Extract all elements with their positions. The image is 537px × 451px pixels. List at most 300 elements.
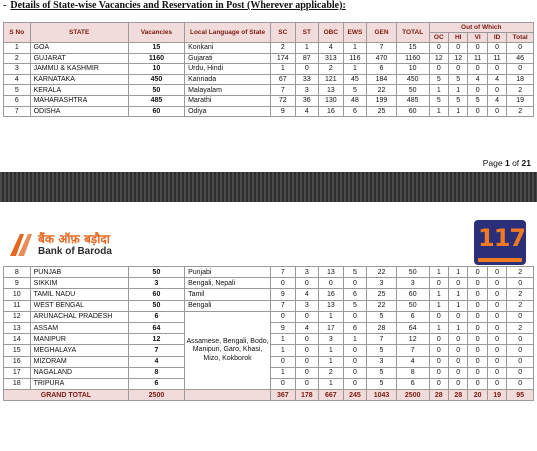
cell-ews: 45 xyxy=(343,74,367,85)
cell-state: GOA xyxy=(30,43,128,54)
grand-total-oc: 28 xyxy=(429,390,448,401)
cell-hi: 0 xyxy=(448,43,467,54)
cell-sub-total: 0 xyxy=(507,334,534,345)
cell-hi: 0 xyxy=(449,278,468,289)
anniversary-number: 117 xyxy=(478,224,526,252)
cell-state: TAMIL NADU xyxy=(30,289,128,300)
cell-vacancies: 6 xyxy=(128,311,184,322)
cell-vi: 11 xyxy=(468,53,487,64)
cell-id: 4 xyxy=(487,74,506,85)
cell-language: Gujarati xyxy=(185,53,271,64)
cell-language: Odiya xyxy=(185,106,271,117)
cell-oc: 0 xyxy=(429,278,448,289)
cell-hi: 0 xyxy=(449,311,468,322)
cell-total: 12 xyxy=(396,334,429,345)
cell-vacancies: 60 xyxy=(128,289,184,300)
cell-gen: 5 xyxy=(367,378,397,389)
grand-total-ews: 245 xyxy=(343,390,367,401)
cell-ews: 5 xyxy=(343,85,367,96)
cell-sc: 1 xyxy=(271,64,296,75)
cell-hi: 0 xyxy=(449,378,468,389)
cell-id: 0 xyxy=(487,311,506,322)
table-row xyxy=(4,43,534,54)
cell-obc: 4 xyxy=(319,43,344,54)
cell-sc: 0 xyxy=(271,378,296,389)
cell-ews: 0 xyxy=(343,278,367,289)
table-body-page1 xyxy=(4,43,534,117)
cell-vi: 0 xyxy=(468,43,487,54)
cell-sc: 7 xyxy=(271,267,296,278)
cell-obc: 130 xyxy=(319,95,344,106)
cell-vacancies: 3 xyxy=(128,278,184,289)
cell-hi: 1 xyxy=(448,85,467,96)
cell-ews: 1 xyxy=(343,334,367,345)
cell-state: SIKKIM xyxy=(30,278,128,289)
cell-total: 6 xyxy=(396,378,429,389)
cell-sno: 18 xyxy=(4,378,31,389)
cell-sno: 11 xyxy=(4,300,31,311)
cell-st: 4 xyxy=(295,322,319,333)
cell-ews: 5 xyxy=(343,267,367,278)
page-of: of xyxy=(512,158,520,168)
cell-total: 50 xyxy=(396,300,429,311)
grand-total-label: GRAND TOTAL xyxy=(4,390,129,401)
page-total: 21 xyxy=(521,158,531,168)
cell-st: 0 xyxy=(295,334,319,345)
cell-obc: 1 xyxy=(319,311,344,322)
table-row xyxy=(4,53,534,64)
table-body-page2 xyxy=(4,267,534,401)
cell-id: 0 xyxy=(487,345,506,356)
cell-oc: 1 xyxy=(429,289,448,300)
cell-obc: 0 xyxy=(319,278,344,289)
cell-state: GUJARAT xyxy=(30,53,128,64)
cell-sno: 5 xyxy=(4,85,31,96)
cell-obc: 2 xyxy=(319,64,344,75)
cell-id: 4 xyxy=(487,95,506,106)
cell-st: 87 xyxy=(295,53,319,64)
cell-oc: 0 xyxy=(429,345,448,356)
cell-id: 0 xyxy=(487,64,506,75)
cell-vi: 0 xyxy=(468,311,487,322)
header-oc: OC xyxy=(429,33,448,43)
cell-gen: 3 xyxy=(367,356,397,367)
cell-total: 6 xyxy=(396,311,429,322)
cell-sno: 9 xyxy=(4,278,31,289)
cell-sub-total: 0 xyxy=(507,356,534,367)
cell-language: Marathi xyxy=(185,95,271,106)
table-row xyxy=(4,289,534,300)
cell-oc: 1 xyxy=(429,300,448,311)
cell-st: 1 xyxy=(295,43,319,54)
cell-language: Urdu, Hindi xyxy=(185,64,271,75)
cell-sno: 7 xyxy=(4,106,31,117)
cell-oc: 5 xyxy=(429,74,448,85)
cell-gen: 25 xyxy=(367,106,397,117)
cell-ews: 1 xyxy=(343,43,367,54)
cell-oc: 12 xyxy=(429,53,448,64)
cell-oc: 0 xyxy=(429,378,448,389)
cell-sc: 9 xyxy=(271,106,296,117)
cell-hi: 12 xyxy=(448,53,467,64)
table-row xyxy=(4,74,534,85)
page-label: Page xyxy=(482,158,503,168)
cell-obc: 1 xyxy=(319,345,344,356)
cell-id: 0 xyxy=(487,278,506,289)
grand-total-sc: 367 xyxy=(271,390,296,401)
grand-total-total: 2500 xyxy=(396,390,429,401)
cell-language: Tamil xyxy=(185,289,271,300)
header-vacancies: Vacancies xyxy=(128,23,184,43)
cell-sub-total: 2 xyxy=(507,322,534,333)
cell-hi: 0 xyxy=(449,356,468,367)
cell-sno: 3 xyxy=(4,64,31,75)
table-row xyxy=(4,278,534,289)
cell-id: 0 xyxy=(487,334,506,345)
grand-total-obc: 667 xyxy=(319,390,344,401)
section-heading xyxy=(0,0,537,12)
cell-sub-total: 2 xyxy=(507,267,534,278)
cell-st: 3 xyxy=(295,267,319,278)
cell-vacancies: 15 xyxy=(128,43,184,54)
cell-total: 7 xyxy=(396,345,429,356)
cell-hi: 0 xyxy=(448,64,467,75)
cell-hi: 0 xyxy=(449,345,468,356)
header-hi: HI xyxy=(448,33,467,43)
cell-total: 1160 xyxy=(396,53,429,64)
cell-state: KERALA xyxy=(30,85,128,96)
cell-vacancies: 50 xyxy=(128,300,184,311)
header-sub-total: Total xyxy=(507,33,534,43)
cell-sno: 4 xyxy=(4,74,31,85)
cell-gen: 5 xyxy=(367,367,397,378)
cell-total: 50 xyxy=(396,267,429,278)
header-sc: SC xyxy=(271,23,296,43)
cell-vi: 0 xyxy=(468,106,487,117)
cell-state: JAMMU & KASHMIR xyxy=(30,64,128,75)
cell-sno: 6 xyxy=(4,95,31,106)
cell-st: 33 xyxy=(295,74,319,85)
cell-sno: 13 xyxy=(4,322,31,333)
cell-hi: 1 xyxy=(449,289,468,300)
cell-ews: 1 xyxy=(343,64,367,75)
grand-total-hi: 28 xyxy=(449,390,468,401)
cell-obc: 3 xyxy=(319,334,344,345)
cell-sc: 1 xyxy=(271,345,296,356)
cell-id: 0 xyxy=(487,267,506,278)
cell-vacancies: 50 xyxy=(128,85,184,96)
cell-sub-total: 0 xyxy=(507,367,534,378)
cell-language: Malayalam xyxy=(185,85,271,96)
cell-sc: 7 xyxy=(271,85,296,96)
cell-st: 4 xyxy=(295,289,319,300)
cell-ews: 6 xyxy=(343,289,367,300)
cell-hi: 1 xyxy=(449,322,468,333)
cell-id: 11 xyxy=(487,53,506,64)
cell-ews: 6 xyxy=(343,106,367,117)
header-obc: OBC xyxy=(319,23,344,43)
cell-ews: 48 xyxy=(343,95,367,106)
cell-sno: 8 xyxy=(4,267,31,278)
cell-sno: 15 xyxy=(4,345,31,356)
vacancy-table-page1 xyxy=(3,22,534,117)
cell-vi: 0 xyxy=(468,278,487,289)
cell-st: 0 xyxy=(295,367,319,378)
bank-name-hindi: बैंक ऑफ़ बड़ौदा xyxy=(38,232,110,246)
cell-oc: 0 xyxy=(429,367,448,378)
vacancy-table-page2 xyxy=(3,266,534,401)
header-vi: VI xyxy=(468,33,487,43)
cell-sc: 72 xyxy=(271,95,296,106)
cell-sc: 0 xyxy=(271,311,296,322)
cell-gen: 3 xyxy=(367,278,397,289)
cell-vacancies: 10 xyxy=(128,64,184,75)
cell-sno: 1 xyxy=(4,43,31,54)
cell-total: 50 xyxy=(396,85,429,96)
header-st: ST xyxy=(295,23,319,43)
cell-sc: 174 xyxy=(271,53,296,64)
header-state: STATE xyxy=(30,23,128,43)
cell-language-northeast: Assamese, Bengali, Bodo, Manipuri, Garo, Khasi, Mizo, Kokborok xyxy=(185,311,271,389)
cell-st: 0 xyxy=(295,356,319,367)
cell-obc: 1 xyxy=(319,378,344,389)
cell-sno: 17 xyxy=(4,367,31,378)
cell-oc: 1 xyxy=(429,267,448,278)
cell-vi: 0 xyxy=(468,378,487,389)
cell-gen: 7 xyxy=(367,43,397,54)
bank-name-english: Bank of Baroda xyxy=(38,246,112,257)
cell-vi: 0 xyxy=(468,345,487,356)
cell-ews: 0 xyxy=(343,311,367,322)
header-sno: S No xyxy=(4,23,31,43)
cell-id: 0 xyxy=(487,378,506,389)
cell-gen: 470 xyxy=(367,53,397,64)
cell-vacancies: 485 xyxy=(128,95,184,106)
cell-sno: 16 xyxy=(4,356,31,367)
table-row xyxy=(4,106,534,117)
cell-hi: 0 xyxy=(449,367,468,378)
grand-total-row xyxy=(4,390,534,401)
cell-gen: 22 xyxy=(367,300,397,311)
cell-hi: 5 xyxy=(448,74,467,85)
cell-sc: 0 xyxy=(271,278,296,289)
cell-state: PUNJAB xyxy=(30,267,128,278)
cell-sc: 7 xyxy=(271,300,296,311)
bank-logo xyxy=(8,226,128,266)
header-id: ID xyxy=(487,33,506,43)
cell-id: 0 xyxy=(487,289,506,300)
cell-id: 0 xyxy=(487,322,506,333)
header-ews: EWS xyxy=(343,23,367,43)
cell-st: 0 xyxy=(295,311,319,322)
grand-total-gen: 1043 xyxy=(367,390,397,401)
cell-st: 0 xyxy=(295,278,319,289)
cell-state: MIZORAM xyxy=(30,356,128,367)
cell-state: MANIPUR xyxy=(30,334,128,345)
anniversary-badge xyxy=(474,220,526,265)
page-break-divider xyxy=(0,172,537,202)
table-row xyxy=(4,300,534,311)
cell-obc: 13 xyxy=(319,267,344,278)
cell-sc: 9 xyxy=(271,322,296,333)
cell-obc: 17 xyxy=(319,322,344,333)
cell-total: 8 xyxy=(396,367,429,378)
cell-obc: 121 xyxy=(319,74,344,85)
table-row xyxy=(4,85,534,96)
cell-obc: 2 xyxy=(319,367,344,378)
cell-vacancies: 60 xyxy=(128,106,184,117)
cell-state: KARNATAKA xyxy=(30,74,128,85)
table-row xyxy=(4,95,534,106)
cell-sc: 9 xyxy=(271,289,296,300)
cell-total: 485 xyxy=(396,95,429,106)
cell-hi: 1 xyxy=(449,267,468,278)
cell-oc: 5 xyxy=(429,95,448,106)
cell-gen: 6 xyxy=(367,64,397,75)
cell-sub-total: 0 xyxy=(507,64,534,75)
cell-vacancies: 1160 xyxy=(128,53,184,64)
cell-sub-total: 0 xyxy=(507,311,534,322)
cell-id: 0 xyxy=(487,367,506,378)
cell-sub-total: 19 xyxy=(507,95,534,106)
cell-state: NAGALAND xyxy=(30,367,128,378)
cell-vi: 0 xyxy=(468,64,487,75)
cell-oc: 1 xyxy=(429,85,448,96)
cell-sub-total: 2 xyxy=(507,289,534,300)
cell-sub-total: 0 xyxy=(507,278,534,289)
cell-st: 0 xyxy=(295,345,319,356)
cell-ews: 0 xyxy=(343,356,367,367)
cell-vi: 0 xyxy=(468,289,487,300)
cell-hi: 5 xyxy=(448,95,467,106)
cell-st: 3 xyxy=(295,300,319,311)
cell-total: 10 xyxy=(396,64,429,75)
cell-vacancies: 50 xyxy=(128,267,184,278)
cell-st: 0 xyxy=(295,378,319,389)
cell-gen: 22 xyxy=(367,85,397,96)
cell-ews: 0 xyxy=(343,345,367,356)
cell-gen: 5 xyxy=(367,345,397,356)
cell-sub-total: 18 xyxy=(507,74,534,85)
cell-id: 0 xyxy=(487,85,506,96)
cell-oc: 1 xyxy=(429,106,448,117)
cell-obc: 13 xyxy=(319,300,344,311)
cell-total: 4 xyxy=(396,356,429,367)
cell-language: Konkani xyxy=(185,43,271,54)
cell-oc: 0 xyxy=(429,311,448,322)
cell-vi: 0 xyxy=(468,85,487,96)
cell-total: 15 xyxy=(396,43,429,54)
cell-gen: 22 xyxy=(367,267,397,278)
grand-total-language-blank xyxy=(185,390,271,401)
grand-total-vacancies: 2500 xyxy=(128,390,184,401)
cell-total: 450 xyxy=(396,74,429,85)
cell-oc: 0 xyxy=(429,334,448,345)
cell-hi: 0 xyxy=(449,334,468,345)
cell-sub-total: 2 xyxy=(507,106,534,117)
header-out-of-which: Out of Which xyxy=(429,23,533,33)
cell-id: 0 xyxy=(487,106,506,117)
cell-vi: 0 xyxy=(468,334,487,345)
cell-obc: 1 xyxy=(319,356,344,367)
heading-lead: - xyxy=(3,0,7,11)
cell-st: 0 xyxy=(295,64,319,75)
cell-ews: 0 xyxy=(343,378,367,389)
cell-id: 0 xyxy=(487,356,506,367)
cell-total: 60 xyxy=(396,289,429,300)
cell-vi: 5 xyxy=(468,95,487,106)
cell-state: ARUNACHAL PRADESH xyxy=(30,311,128,322)
cell-sub-total: 0 xyxy=(507,345,534,356)
grand-total-sub-total: 95 xyxy=(507,390,534,401)
cell-vacancies: 8 xyxy=(128,367,184,378)
cell-total: 60 xyxy=(396,106,429,117)
cell-gen: 184 xyxy=(367,74,397,85)
cell-st: 36 xyxy=(295,95,319,106)
cell-hi: 1 xyxy=(448,106,467,117)
cell-vacancies: 7 xyxy=(128,345,184,356)
header-gen: GEN xyxy=(367,23,397,43)
cell-state: MAHARASHTRA xyxy=(30,95,128,106)
cell-sc: 1 xyxy=(271,334,296,345)
cell-obc: 313 xyxy=(319,53,344,64)
cell-id: 0 xyxy=(487,300,506,311)
header-total: TOTAL xyxy=(396,23,429,43)
cell-oc: 0 xyxy=(429,43,448,54)
cell-sub-total: 46 xyxy=(507,53,534,64)
grand-total-id: 19 xyxy=(487,390,506,401)
table-row xyxy=(4,267,534,278)
cell-vi: 0 xyxy=(468,300,487,311)
cell-language: Kannada xyxy=(185,74,271,85)
cell-sno: 2 xyxy=(4,53,31,64)
cell-vi: 0 xyxy=(468,267,487,278)
heading-text: Details of State-wise Vacancies and Reservation in Post (Wherever applicable): xyxy=(10,0,346,11)
cell-sno: 12 xyxy=(4,311,31,322)
cell-vi: 4 xyxy=(468,74,487,85)
cell-gen: 7 xyxy=(367,334,397,345)
cell-sno: 10 xyxy=(4,289,31,300)
cell-state: MEGHALAYA xyxy=(30,345,128,356)
cell-language: Bengali xyxy=(185,300,271,311)
cell-ews: 6 xyxy=(343,322,367,333)
cell-gen: 25 xyxy=(367,289,397,300)
table-row xyxy=(4,311,534,322)
cell-language: Punjabi xyxy=(185,267,271,278)
anniversary-ribbon xyxy=(478,258,522,262)
cell-oc: 0 xyxy=(429,64,448,75)
header-language: Local Language of State xyxy=(185,23,271,43)
cell-st: 3 xyxy=(295,85,319,96)
page-current: 1 xyxy=(504,158,510,168)
cell-id: 0 xyxy=(487,43,506,54)
cell-oc: 0 xyxy=(429,356,448,367)
cell-sc: 0 xyxy=(271,356,296,367)
cell-sc: 67 xyxy=(271,74,296,85)
cell-vacancies: 450 xyxy=(128,74,184,85)
cell-oc: 1 xyxy=(429,322,448,333)
cell-gen: 199 xyxy=(367,95,397,106)
cell-gen: 28 xyxy=(367,322,397,333)
cell-vacancies: 6 xyxy=(128,378,184,389)
cell-sub-total: 2 xyxy=(507,300,534,311)
cell-sub-total: 0 xyxy=(507,43,534,54)
cell-sub-total: 0 xyxy=(507,378,534,389)
cell-vacancies: 4 xyxy=(128,356,184,367)
cell-sc: 2 xyxy=(271,43,296,54)
cell-sc: 1 xyxy=(271,367,296,378)
cell-obc: 16 xyxy=(319,289,344,300)
